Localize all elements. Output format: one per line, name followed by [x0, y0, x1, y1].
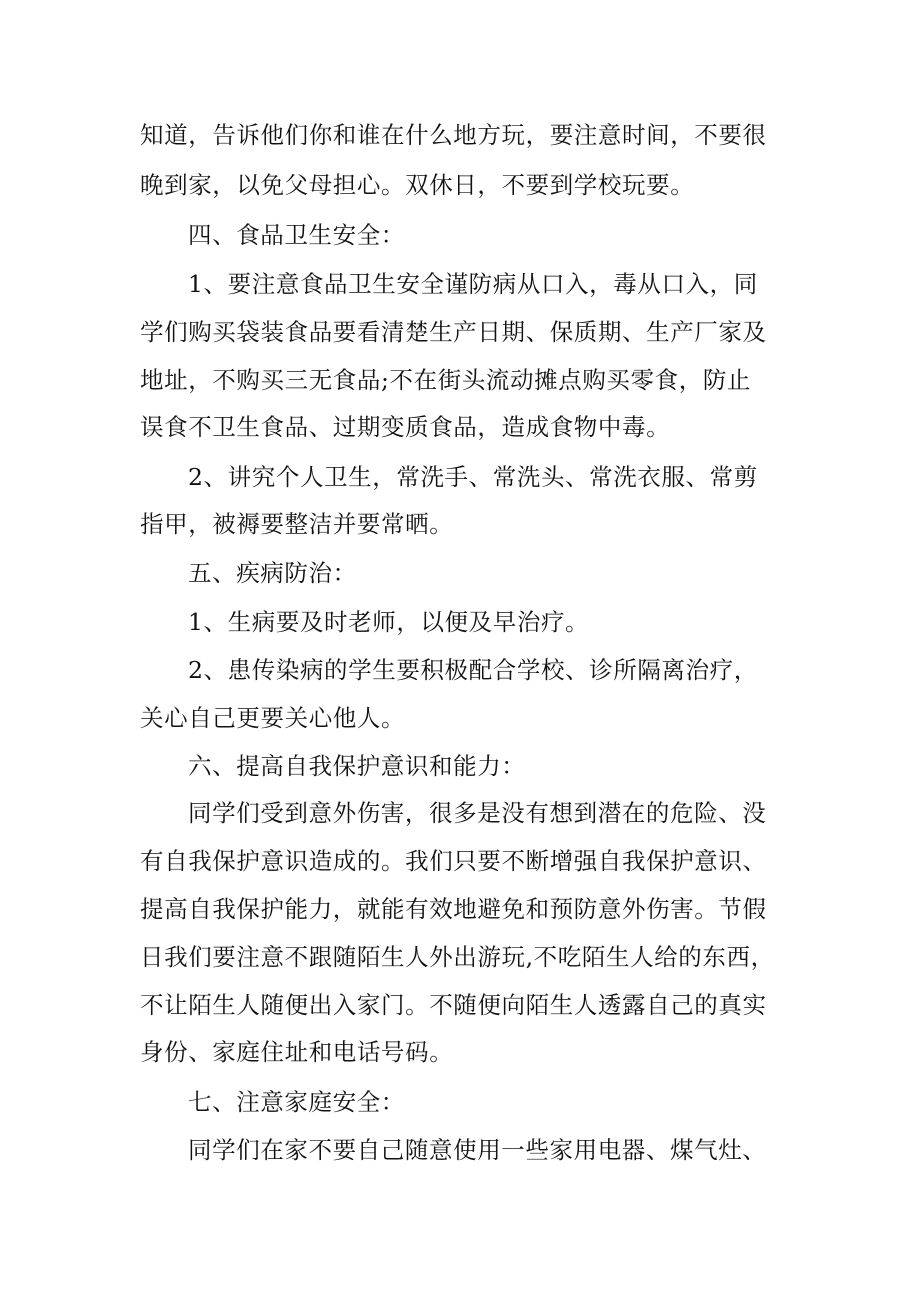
body-text-line: 提高自我保护能力，就能有效地避免和预防意外伤害。节假 — [140, 895, 767, 923]
body-text-line: 日我们要注意不跟随陌生人外出游玩,不吃陌生人给的东西， — [140, 943, 775, 971]
body-text-line: 知道，告诉他们你和谁在什么地方玩，要注意时间，不要很 — [140, 121, 767, 149]
body-text-line: 不让陌生人随便出入家门。不随便向陌生人透露自己的真实 — [140, 991, 767, 1019]
body-text-line: 关心自己更要关心他人。 — [140, 704, 406, 732]
list-item-text: 1、要注意食品卫生安全谨防病从口入，毒从口入，同 — [188, 270, 758, 298]
body-text-line: 指甲，被褥要整洁并要常晒。 — [140, 510, 454, 538]
body-text-line: 误食不卫生食品、过期变质食品，造成食物中毒。 — [140, 413, 671, 441]
list-item-text: 2、患传染病的学生要积极配合学校、诊所隔离治疗， — [188, 656, 758, 684]
section-heading-self-protection: 六、提高自我保护意识和能力： — [188, 752, 526, 780]
section-heading-food-safety: 四、食品卫生安全： — [188, 221, 405, 249]
body-text-line: 地址，不购买三无食品;不在街头流动摊点购买零食，防止 — [140, 366, 752, 394]
body-text-line: 学们购买袋装食品要看清楚生产日期、保质期、生产厂家及 — [140, 318, 767, 346]
body-text-line: 晚到家，以免父母担心。双休日，不要到学校玩要。 — [140, 171, 695, 199]
body-text-line: 同学们在家不要自己随意使用一些家用电器、煤气灶、 — [188, 1136, 767, 1164]
section-heading-home-safety: 七、注意家庭安全： — [188, 1088, 405, 1116]
section-heading-disease-prevention: 五、疾病防治： — [188, 559, 357, 587]
list-item-text: 2、讲究个人卫生，常洗手、常洗头、常洗衣服、常剪 — [188, 463, 758, 491]
body-text-line: 同学们受到意外伤害，很多是没有想到潜在的危险、没 — [188, 799, 767, 827]
body-text-line: 有自我保护意识造成的。我们只要不断增强自我保护意识、 — [140, 847, 767, 875]
body-text-line: 身份、家庭住址和电话号码。 — [140, 1038, 454, 1066]
list-item-text: 1、生病要及时老师，以便及早治疗。 — [188, 608, 590, 636]
